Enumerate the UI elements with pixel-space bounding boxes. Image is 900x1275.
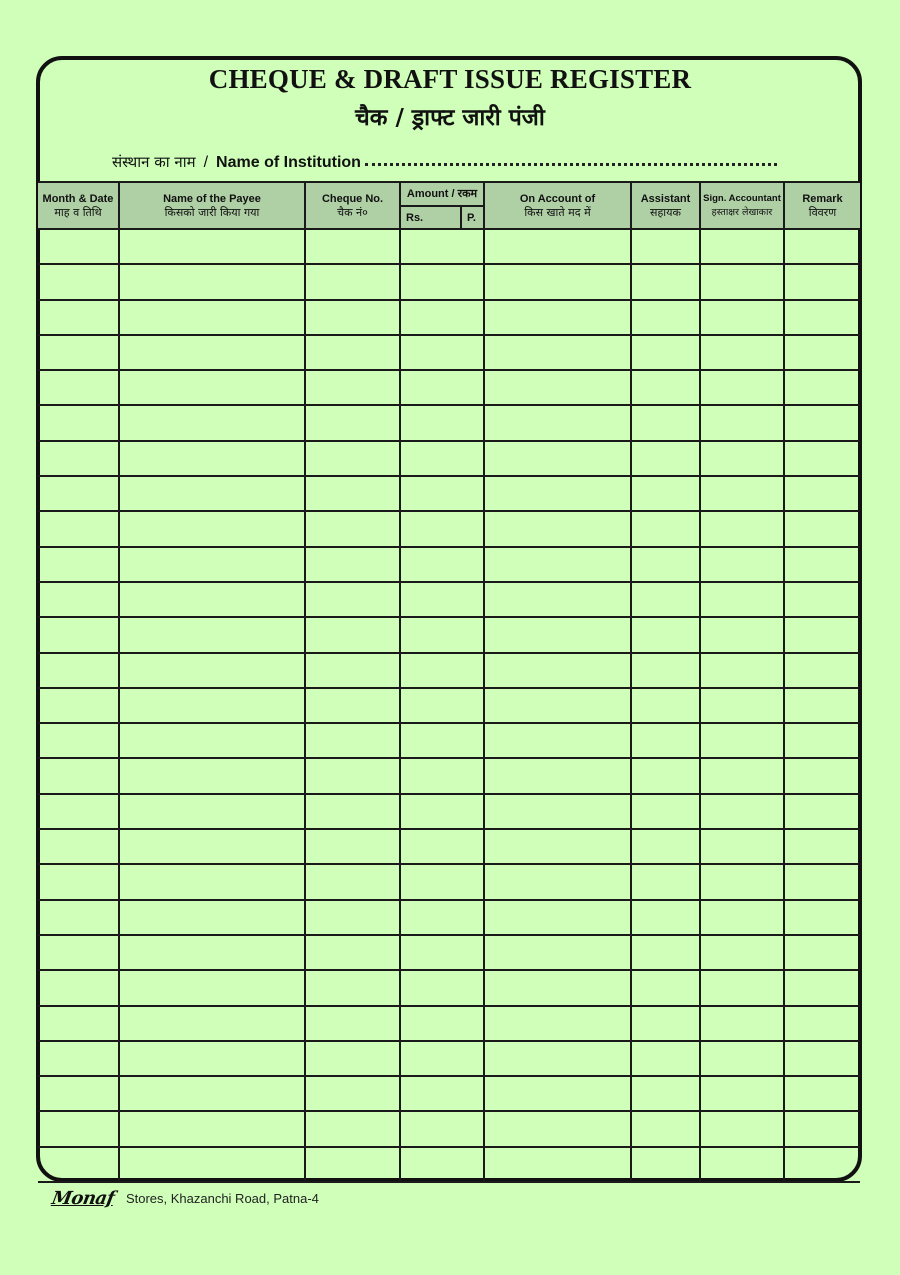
cell-cheque-no[interactable] xyxy=(305,829,400,864)
cell-sign-accountant[interactable] xyxy=(700,653,784,688)
cell-remark[interactable] xyxy=(784,300,860,335)
table-row xyxy=(38,935,860,970)
cell-sign-accountant[interactable] xyxy=(700,441,784,476)
cell-cheque-no[interactable] xyxy=(305,758,400,793)
cell-sign-accountant[interactable] xyxy=(700,794,784,829)
cell-on-account[interactable] xyxy=(484,970,631,1005)
table-row xyxy=(38,264,860,299)
cell-cheque-no[interactable] xyxy=(305,1076,400,1111)
cell-on-account[interactable] xyxy=(484,300,631,335)
cell-amount[interactable] xyxy=(400,1076,484,1111)
cell-payee[interactable] xyxy=(119,935,305,970)
cell-cheque-no[interactable] xyxy=(305,900,400,935)
cell-payee[interactable] xyxy=(119,1076,305,1111)
register-table xyxy=(38,181,860,1183)
table-row xyxy=(38,229,860,264)
cell-on-account[interactable] xyxy=(484,935,631,970)
cell-payee[interactable] xyxy=(119,476,305,511)
cell-assistant[interactable] xyxy=(631,264,700,299)
cell-remark[interactable] xyxy=(784,264,860,299)
col-header-amount: Amount / रकम xyxy=(400,182,484,206)
cell-month-date[interactable] xyxy=(38,970,119,1005)
table-row xyxy=(38,900,860,935)
cell-sign-accountant[interactable] xyxy=(700,1041,784,1076)
cell-month-date[interactable] xyxy=(38,617,119,652)
col-header-on-account: On Account of किस खाते मद में xyxy=(484,182,631,229)
col-header-payee: Name of the Payee किसको जारी किया गया xyxy=(119,182,305,229)
cell-month-date[interactable] xyxy=(38,1147,119,1182)
cell-on-account[interactable] xyxy=(484,1111,631,1146)
cell-amount[interactable] xyxy=(400,582,484,617)
col-header-cheque-no: Cheque No. चैक नं० xyxy=(305,182,400,229)
cell-sign-accountant[interactable] xyxy=(700,335,784,370)
cell-amount[interactable] xyxy=(400,1041,484,1076)
institution-name-field[interactable] xyxy=(365,162,777,166)
cell-payee[interactable] xyxy=(119,405,305,440)
cell-on-account[interactable] xyxy=(484,264,631,299)
cell-assistant[interactable] xyxy=(631,864,700,899)
cell-remark[interactable] xyxy=(784,405,860,440)
cell-payee[interactable] xyxy=(119,511,305,546)
table-row xyxy=(38,476,860,511)
cell-sign-accountant[interactable] xyxy=(700,864,784,899)
table-row xyxy=(38,864,860,899)
cell-sign-accountant[interactable] xyxy=(700,229,784,264)
cell-month-date[interactable] xyxy=(38,1006,119,1041)
cell-remark[interactable] xyxy=(784,476,860,511)
table-row xyxy=(38,829,860,864)
cell-on-account[interactable] xyxy=(484,864,631,899)
cell-remark[interactable] xyxy=(784,1041,860,1076)
cell-sign-accountant[interactable] xyxy=(700,511,784,546)
cell-cheque-no[interactable] xyxy=(305,476,400,511)
cell-cheque-no[interactable] xyxy=(305,405,400,440)
table-row xyxy=(38,1076,860,1111)
table-row xyxy=(38,653,860,688)
cell-sign-accountant[interactable] xyxy=(700,1111,784,1146)
cell-sign-accountant[interactable] xyxy=(700,970,784,1005)
table-row xyxy=(38,547,860,582)
cell-cheque-no[interactable] xyxy=(305,511,400,546)
cell-on-account[interactable] xyxy=(484,335,631,370)
cell-assistant[interactable] xyxy=(631,229,700,264)
cell-sign-accountant[interactable] xyxy=(700,617,784,652)
cell-assistant[interactable] xyxy=(631,1041,700,1076)
cell-sign-accountant[interactable] xyxy=(700,476,784,511)
cell-amount[interactable] xyxy=(400,264,484,299)
cell-cheque-no[interactable] xyxy=(305,370,400,405)
footer xyxy=(52,1188,319,1209)
cell-cheque-no[interactable] xyxy=(305,864,400,899)
cell-cheque-no[interactable] xyxy=(305,229,400,264)
cell-remark[interactable] xyxy=(784,335,860,370)
cell-amount[interactable] xyxy=(400,547,484,582)
cell-assistant[interactable] xyxy=(631,300,700,335)
cell-sign-accountant[interactable] xyxy=(700,1006,784,1041)
table-row xyxy=(38,335,860,370)
cell-payee[interactable] xyxy=(119,617,305,652)
cell-assistant[interactable] xyxy=(631,335,700,370)
cell-month-date[interactable] xyxy=(38,476,119,511)
cell-cheque-no[interactable] xyxy=(305,1041,400,1076)
form-title-hindi: चैक / ड्राफ्ट जारी पंजी xyxy=(355,105,545,131)
cell-on-account[interactable] xyxy=(484,900,631,935)
cell-remark[interactable] xyxy=(784,723,860,758)
cell-month-date[interactable] xyxy=(38,1111,119,1146)
cell-assistant[interactable] xyxy=(631,441,700,476)
cell-assistant[interactable] xyxy=(631,653,700,688)
cell-payee[interactable] xyxy=(119,370,305,405)
cell-month-date[interactable] xyxy=(38,441,119,476)
cell-payee[interactable] xyxy=(119,829,305,864)
cell-payee[interactable] xyxy=(119,758,305,793)
cell-month-date[interactable] xyxy=(38,935,119,970)
cell-payee[interactable] xyxy=(119,970,305,1005)
cell-sign-accountant[interactable] xyxy=(700,688,784,723)
cell-remark[interactable] xyxy=(784,511,860,546)
cell-month-date[interactable] xyxy=(38,264,119,299)
cell-amount[interactable] xyxy=(400,1111,484,1146)
cell-on-account[interactable] xyxy=(484,370,631,405)
institution-line xyxy=(112,152,777,172)
table-row xyxy=(38,688,860,723)
cell-cheque-no[interactable] xyxy=(305,970,400,1005)
cell-assistant[interactable] xyxy=(631,829,700,864)
cell-amount[interactable] xyxy=(400,370,484,405)
cell-sign-accountant[interactable] xyxy=(700,758,784,793)
cell-cheque-no[interactable] xyxy=(305,335,400,370)
cell-month-date[interactable] xyxy=(38,405,119,440)
cell-month-date[interactable] xyxy=(38,688,119,723)
table-row xyxy=(38,511,860,546)
cell-on-account[interactable] xyxy=(484,829,631,864)
cell-amount[interactable] xyxy=(400,441,484,476)
cell-assistant[interactable] xyxy=(631,617,700,652)
cell-remark[interactable] xyxy=(784,1006,860,1041)
cell-cheque-no[interactable] xyxy=(305,653,400,688)
cell-on-account[interactable] xyxy=(484,441,631,476)
cell-remark[interactable] xyxy=(784,794,860,829)
cell-sign-accountant[interactable] xyxy=(700,935,784,970)
cell-month-date[interactable] xyxy=(38,511,119,546)
col-header-assistant: Assistant सहायक xyxy=(631,182,700,229)
cell-payee[interactable] xyxy=(119,864,305,899)
col-header-rupees: Rs. xyxy=(400,206,461,229)
table-row xyxy=(38,1006,860,1041)
cell-sign-accountant[interactable] xyxy=(700,900,784,935)
col-header-paise: P. xyxy=(461,206,484,229)
cell-on-account[interactable] xyxy=(484,511,631,546)
cell-payee[interactable] xyxy=(119,264,305,299)
cell-remark[interactable] xyxy=(784,653,860,688)
cell-on-account[interactable] xyxy=(484,794,631,829)
cell-remark[interactable] xyxy=(784,829,860,864)
cell-on-account[interactable] xyxy=(484,405,631,440)
cell-remark[interactable] xyxy=(784,229,860,264)
table-row xyxy=(38,723,860,758)
cell-assistant[interactable] xyxy=(631,1111,700,1146)
table-row xyxy=(38,582,860,617)
cell-remark[interactable] xyxy=(784,900,860,935)
table-row xyxy=(38,1147,860,1182)
cell-amount[interactable] xyxy=(400,723,484,758)
cell-assistant[interactable] xyxy=(631,935,700,970)
cell-month-date[interactable] xyxy=(38,829,119,864)
cell-on-account[interactable] xyxy=(484,1041,631,1076)
table-row xyxy=(38,370,860,405)
cell-amount[interactable] xyxy=(400,335,484,370)
institution-separator: / xyxy=(203,154,209,171)
cell-payee[interactable] xyxy=(119,1041,305,1076)
table-row xyxy=(38,441,860,476)
cell-on-account[interactable] xyxy=(484,1147,631,1182)
cell-remark[interactable] xyxy=(784,688,860,723)
cell-month-date[interactable] xyxy=(38,1076,119,1111)
cell-on-account[interactable] xyxy=(484,1076,631,1111)
cell-remark[interactable] xyxy=(784,617,860,652)
cell-sign-accountant[interactable] xyxy=(700,1076,784,1111)
cell-assistant[interactable] xyxy=(631,723,700,758)
footer-address: Stores, Khazanchi Road, Patna-4 xyxy=(125,1191,319,1206)
cell-amount[interactable] xyxy=(400,653,484,688)
cell-amount[interactable] xyxy=(400,1147,484,1182)
cell-cheque-no[interactable] xyxy=(305,1006,400,1041)
cell-amount[interactable] xyxy=(400,688,484,723)
cell-remark[interactable] xyxy=(784,1076,860,1111)
cell-amount[interactable] xyxy=(400,900,484,935)
cell-payee[interactable] xyxy=(119,900,305,935)
cell-amount[interactable] xyxy=(400,794,484,829)
cell-month-date[interactable] xyxy=(38,229,119,264)
cell-on-account[interactable] xyxy=(484,688,631,723)
cell-cheque-no[interactable] xyxy=(305,794,400,829)
cell-remark[interactable] xyxy=(784,582,860,617)
cell-cheque-no[interactable] xyxy=(305,264,400,299)
cell-payee[interactable] xyxy=(119,794,305,829)
cell-sign-accountant[interactable] xyxy=(700,723,784,758)
cell-cheque-no[interactable] xyxy=(305,582,400,617)
cell-month-date[interactable] xyxy=(38,900,119,935)
cell-payee[interactable] xyxy=(119,547,305,582)
cell-month-date[interactable] xyxy=(38,723,119,758)
cell-sign-accountant[interactable] xyxy=(700,370,784,405)
cell-remark[interactable] xyxy=(784,758,860,793)
table-row xyxy=(38,1041,860,1076)
cell-sign-accountant[interactable] xyxy=(700,264,784,299)
cell-payee[interactable] xyxy=(119,335,305,370)
cell-remark[interactable] xyxy=(784,864,860,899)
cell-payee[interactable] xyxy=(119,1006,305,1041)
brand-logo: Monaf xyxy=(50,1188,116,1209)
cell-month-date[interactable] xyxy=(38,794,119,829)
register-body xyxy=(38,229,860,1182)
cell-amount[interactable] xyxy=(400,617,484,652)
table-row xyxy=(38,405,860,440)
table-row xyxy=(38,617,860,652)
cell-amount[interactable] xyxy=(400,476,484,511)
cell-assistant[interactable] xyxy=(631,688,700,723)
cell-assistant[interactable] xyxy=(631,547,700,582)
cell-amount[interactable] xyxy=(400,511,484,546)
cell-assistant[interactable] xyxy=(631,582,700,617)
cell-payee[interactable] xyxy=(119,582,305,617)
cell-sign-accountant[interactable] xyxy=(700,829,784,864)
cell-assistant[interactable] xyxy=(631,405,700,440)
cell-assistant[interactable] xyxy=(631,511,700,546)
cell-amount[interactable] xyxy=(400,405,484,440)
cell-cheque-no[interactable] xyxy=(305,935,400,970)
cell-remark[interactable] xyxy=(784,1111,860,1146)
cell-payee[interactable] xyxy=(119,653,305,688)
cell-amount[interactable] xyxy=(400,229,484,264)
cell-month-date[interactable] xyxy=(38,758,119,793)
cell-month-date[interactable] xyxy=(38,653,119,688)
cell-assistant[interactable] xyxy=(631,758,700,793)
cell-remark[interactable] xyxy=(784,970,860,1005)
cell-amount[interactable] xyxy=(400,300,484,335)
table-row xyxy=(38,758,860,793)
cell-sign-accountant[interactable] xyxy=(700,300,784,335)
cell-cheque-no[interactable] xyxy=(305,441,400,476)
cell-remark[interactable] xyxy=(784,370,860,405)
cell-remark[interactable] xyxy=(784,935,860,970)
cell-month-date[interactable] xyxy=(38,864,119,899)
cell-amount[interactable] xyxy=(400,829,484,864)
cell-on-account[interactable] xyxy=(484,653,631,688)
cell-month-date[interactable] xyxy=(38,370,119,405)
col-header-month-date: Month & Date माह व तिथि xyxy=(38,182,119,229)
cell-payee[interactable] xyxy=(119,723,305,758)
cell-assistant[interactable] xyxy=(631,900,700,935)
col-header-remark: Remark विवरण xyxy=(784,182,860,229)
cell-payee[interactable] xyxy=(119,441,305,476)
cell-month-date[interactable] xyxy=(38,300,119,335)
cell-amount[interactable] xyxy=(400,935,484,970)
col-header-sign-accountant: Sign. Accountant हस्ताक्षर लेखाकार xyxy=(700,182,784,229)
cell-on-account[interactable] xyxy=(484,547,631,582)
cell-sign-accountant[interactable] xyxy=(700,547,784,582)
cell-on-account[interactable] xyxy=(484,1006,631,1041)
cell-amount[interactable] xyxy=(400,864,484,899)
cell-cheque-no[interactable] xyxy=(305,1111,400,1146)
cell-assistant[interactable] xyxy=(631,1006,700,1041)
cell-on-account[interactable] xyxy=(484,723,631,758)
cell-assistant[interactable] xyxy=(631,1076,700,1111)
cell-remark[interactable] xyxy=(784,547,860,582)
table-row xyxy=(38,1111,860,1146)
cell-amount[interactable] xyxy=(400,970,484,1005)
cell-payee[interactable] xyxy=(119,300,305,335)
cell-cheque-no[interactable] xyxy=(305,300,400,335)
cell-sign-accountant[interactable] xyxy=(700,405,784,440)
cell-remark[interactable] xyxy=(784,441,860,476)
cell-month-date[interactable] xyxy=(38,547,119,582)
cell-payee[interactable] xyxy=(119,1147,305,1182)
cell-assistant[interactable] xyxy=(631,476,700,511)
cell-on-account[interactable] xyxy=(484,758,631,793)
cell-month-date[interactable] xyxy=(38,582,119,617)
cell-cheque-no[interactable] xyxy=(305,547,400,582)
cell-month-date[interactable] xyxy=(38,335,119,370)
cell-assistant[interactable] xyxy=(631,370,700,405)
cell-payee[interactable] xyxy=(119,1111,305,1146)
cell-payee[interactable] xyxy=(119,229,305,264)
cell-on-account[interactable] xyxy=(484,582,631,617)
cell-assistant[interactable] xyxy=(631,794,700,829)
form-title: CHEQUE & DRAFT ISSUE REGISTER xyxy=(208,64,692,94)
cell-on-account[interactable] xyxy=(484,229,631,264)
cell-on-account[interactable] xyxy=(484,476,631,511)
table-row xyxy=(38,970,860,1005)
institution-label: Name of Institution xyxy=(216,154,361,171)
cell-cheque-no[interactable] xyxy=(305,617,400,652)
cell-amount[interactable] xyxy=(400,758,484,793)
cell-cheque-no[interactable] xyxy=(305,723,400,758)
cell-month-date[interactable] xyxy=(38,1041,119,1076)
cell-sign-accountant[interactable] xyxy=(700,1147,784,1182)
table-row xyxy=(38,300,860,335)
cell-amount[interactable] xyxy=(400,1006,484,1041)
cell-on-account[interactable] xyxy=(484,617,631,652)
cell-sign-accountant[interactable] xyxy=(700,582,784,617)
cell-assistant[interactable] xyxy=(631,1147,700,1182)
table-row xyxy=(38,794,860,829)
institution-label-hindi: संस्थान का नाम xyxy=(112,153,196,171)
cell-cheque-no[interactable] xyxy=(305,688,400,723)
cell-assistant[interactable] xyxy=(631,970,700,1005)
cell-payee[interactable] xyxy=(119,688,305,723)
cell-cheque-no[interactable] xyxy=(305,1147,400,1182)
cell-remark[interactable] xyxy=(784,1147,860,1182)
